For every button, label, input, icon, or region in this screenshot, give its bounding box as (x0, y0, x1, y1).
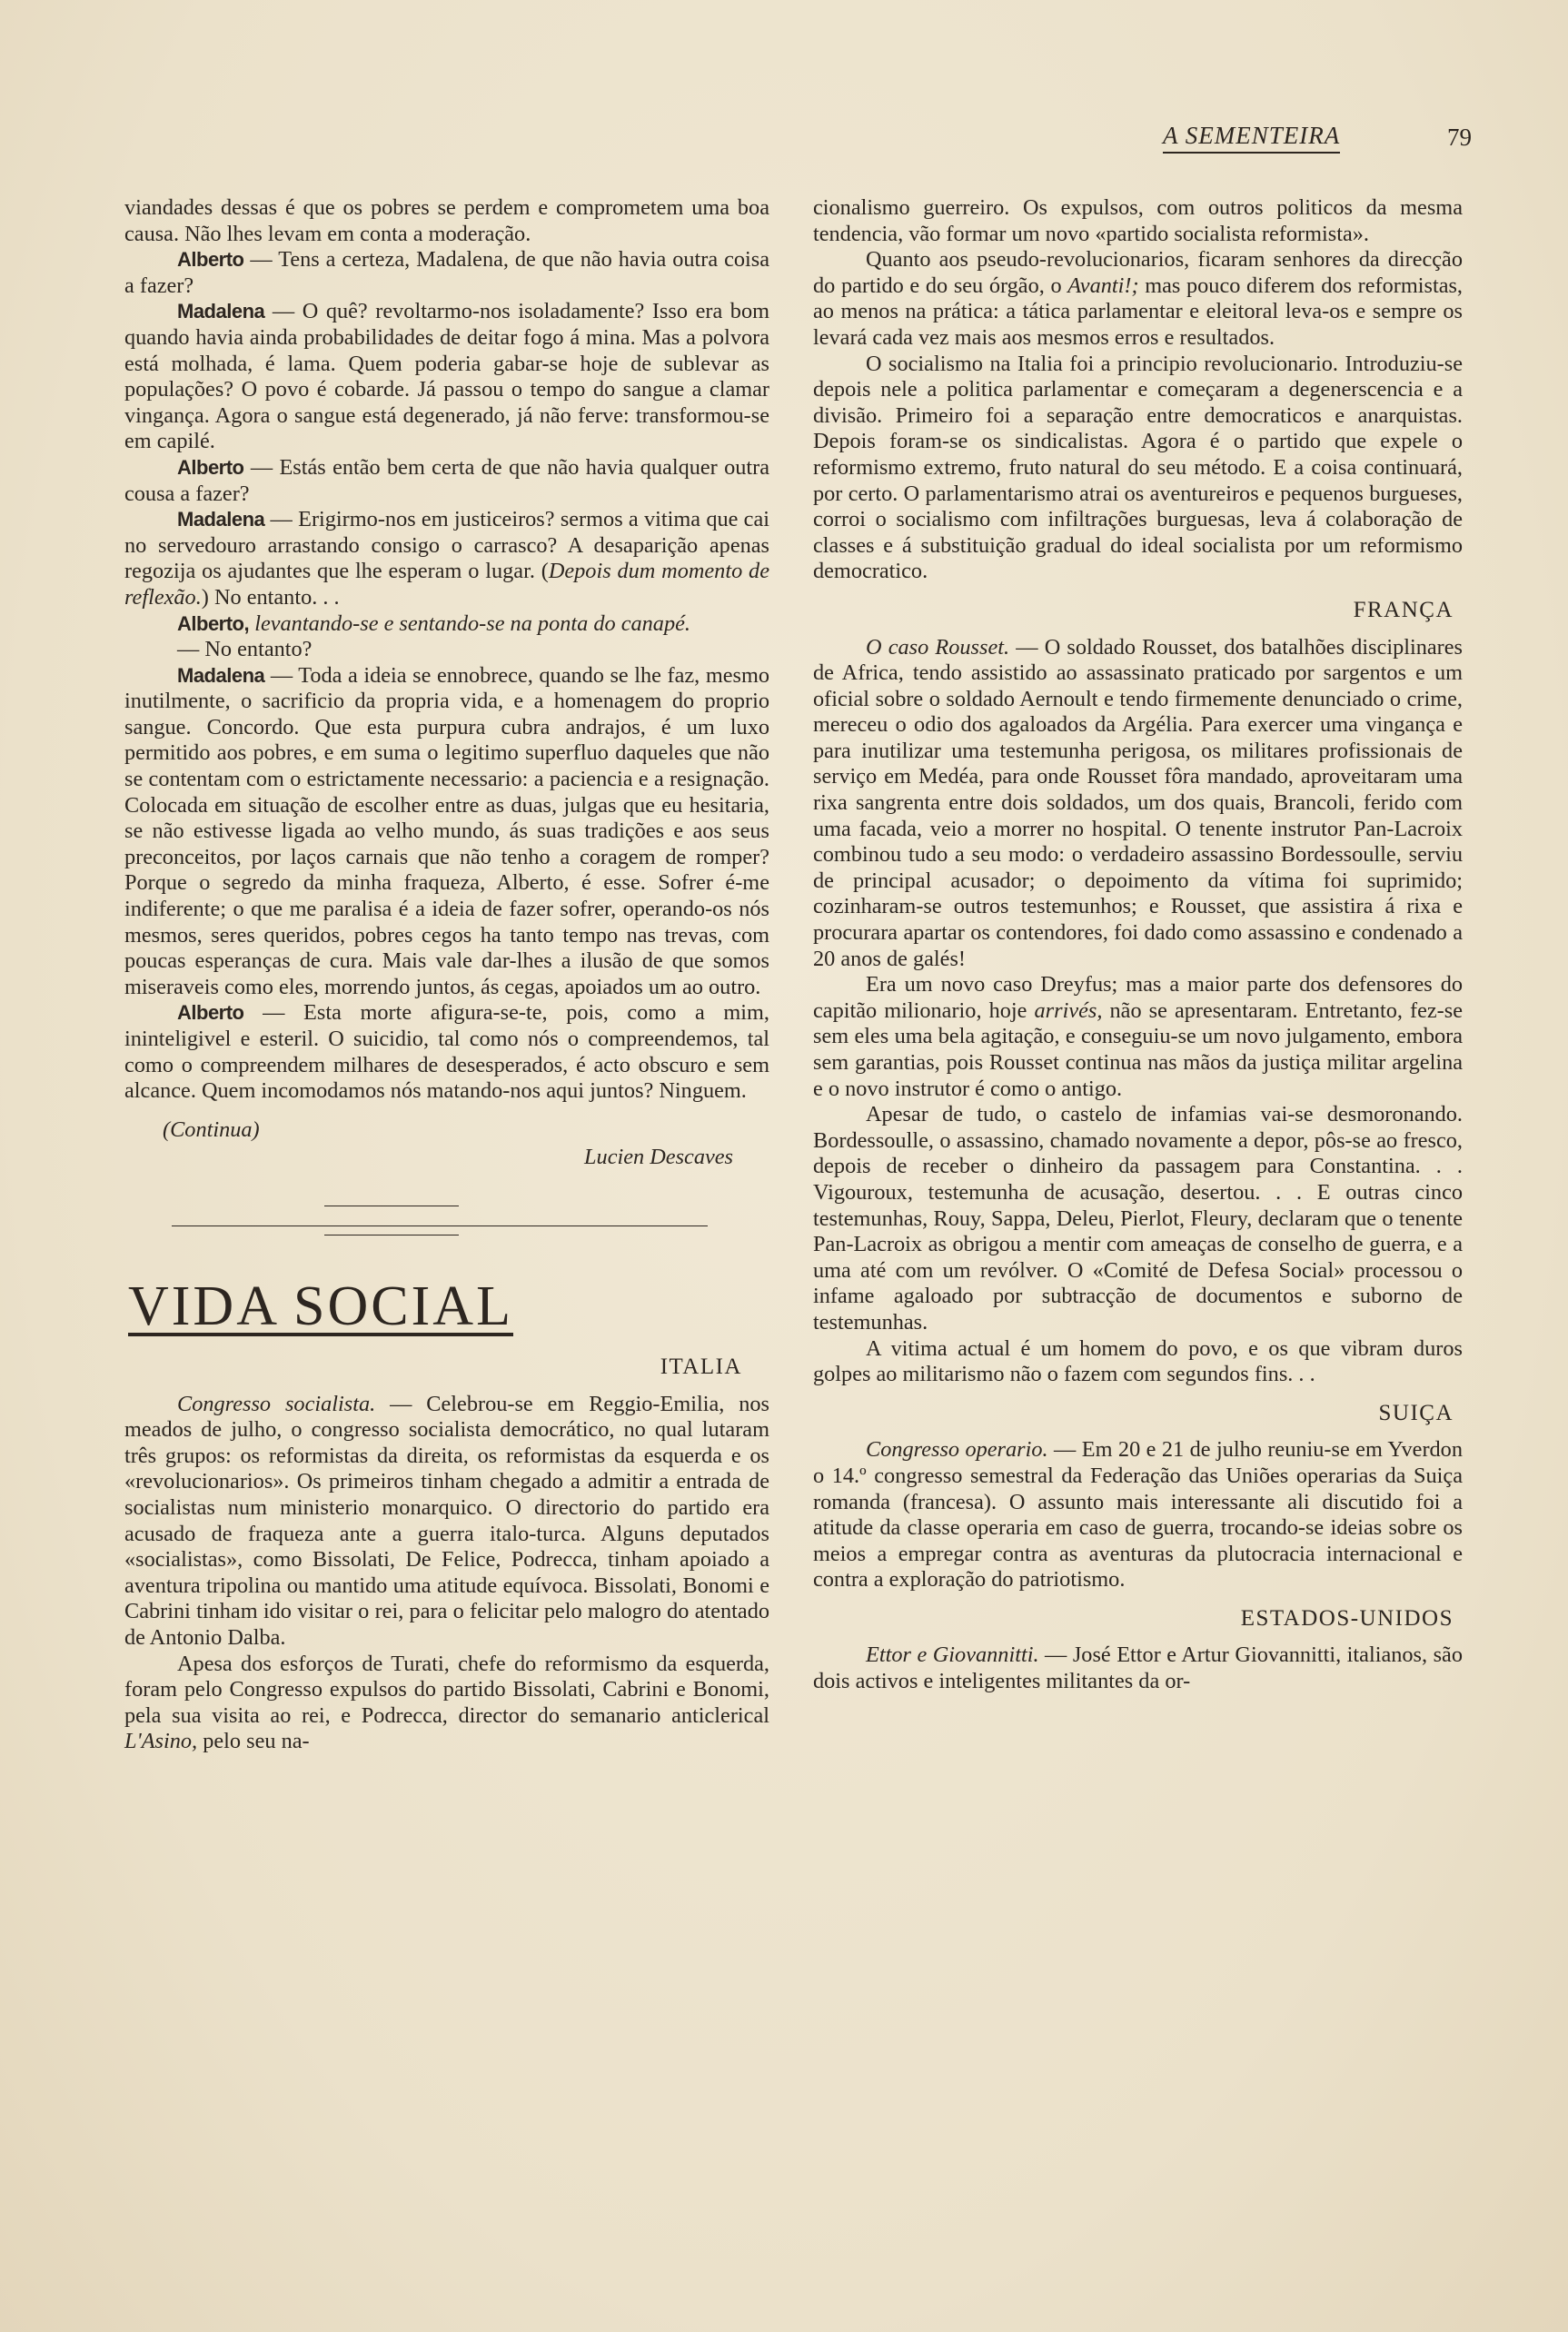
page-header (1163, 122, 1472, 158)
paragraph (813, 247, 1463, 351)
speaker-name: Madalena (177, 300, 265, 323)
dialogue-text: — No entanto? (177, 637, 313, 662)
section-divider (124, 1195, 769, 1249)
newspaper-name: L'Asino, (124, 1729, 198, 1754)
country-heading-estados-unidos: ESTADOS-UNIDOS (1240, 1605, 1454, 1631)
text: — O soldado Rousset, dos batalhões disciplinares de Africa, tendo assistido ao assassinato praticado por sargentos e um oficial sobre o soldado Aernoult e tendo firmemente denunciado o crime, mereceu o odio dos agaloados da Argélia. Para exercer uma vingança e para inutilizar uma testemunha perigosa, os militares profissionais de serviço em Medéa, para onde Rousset fôra mandado, aproveitaram uma rixa sangrenta entre dois soldados, um dos quais, Brancoli, ferido com uma facada, veio a morrer no hospital. O tenente instrutor Pan-Lacroix combinou tudo a seu modo: o verdadeiro assassino Bordessoulle, serviu de principal acusador; o depoimento da vítima foi suprimido; cozinharam-se outros testemunhos; e Rousset, que assistira á rixa e procurara apartar os contendores, foi dado como assassino e condenado a 20 anos de galés! (813, 634, 1463, 971)
country-heading-italia: ITALIA (660, 1354, 742, 1379)
stage-direction: Depois dum momento de reflexão. (124, 559, 769, 610)
dialogue-text: — O quê? revoltarmo-nos isoladamente? Isso era bom quando havia ainda probabilidades de deitar fogo á mina. Mas a polvora está molhada, é lama. Quem poderia gabar-se hoje de sublevar as populações? O povo é cobarde. Já passou o tempo do sangue a clamar vingança. Agora o sangue está degenerado, já não ferve: transformou-se em capilé. (124, 299, 769, 454)
country-heading-suica: SUIÇA (1378, 1400, 1454, 1425)
author-signature: Lucien Descaves (584, 1145, 733, 1170)
section-title-text: VIDA SOCIAL (128, 1275, 513, 1337)
text: mas pouco diferem dos reformistas, ao menos na prática: a tática parlamentar e eleitoral leva-os e sempre os levará cada vez mais aos mesmos erros e resultados. (813, 273, 1464, 350)
left-column (124, 195, 769, 1755)
text: pelo seu na- (197, 1729, 310, 1754)
text: cionalismo guerreiro. Os expulsos, com outros politicos da mesma tendencia, vão formar um novo «partido socialista reformista». (813, 195, 1463, 246)
speaker-name: Madalena (177, 663, 265, 687)
continued-note: (Continua) (163, 1116, 260, 1142)
dialogue-text: — Toda a ideia se ennobrece, quando se lhe faz, mesmo inutilmente, o sacrificio da propria vida, e a homenagem do proprio sangue. Concordo. Que esta purpura cubra andrajos, é um luxo permitido aos pobres, e em suma o legitimo superfluo daqueles que não se contentam com o estrictamente necessario: a paciencia e a resignação. Colocada em situação de escolher entre as duas, julgas que eu hesitaria, se não estivesse ligada ao velho mundo, ás suas tradições e aos seus preconceitos, por laços carnais que não tenho a coragem de romper? Porque o segredo da minha fraqueza, Alberto, é esse. Sofrer é-me indiferente; o que me paralisa é a ideia de fazer sofrer, operando-os nós mesmos, seres queridos, pobres cegos ha tanto tempo nas trevas, com poucas esperanças de cura. Mais vale dar-lhes a ilusão de que somos miseraveis como eles, morrendo juntos, ás cegas, apoiados um ao outro. (124, 662, 769, 999)
paragraph (813, 635, 1463, 973)
paragraph (124, 195, 769, 247)
dialogue-text: ) No entanto. . . (201, 584, 340, 610)
dialogue-line (124, 247, 769, 299)
dialogue-text: — Esta morte afigura-se-te, pois, como a mim, ininteligivel e esteril. O suicidio, tal como nós o compreendemos, tal como o compreendem milhares de desesperados, é acto obscuro e sem alcance. Quem incomodamos nós matando-nos aqui juntos? Ninguem. (124, 1000, 769, 1104)
paragraph (813, 972, 1463, 1102)
speaker-name: Madalena (177, 508, 265, 531)
paragraph (813, 1437, 1463, 1593)
text: Quanto aos pseudo-revolucionarios, ficaram senhores da direcção do partido e do seu órgão, o (813, 247, 1463, 298)
speaker-name: Alberto (177, 1001, 244, 1025)
running-title: A SEMENTEIRA (1163, 122, 1340, 154)
dialogue-line (124, 455, 769, 507)
dialogue-line (124, 299, 769, 455)
paragraph (813, 1336, 1463, 1388)
paragraph (124, 1652, 769, 1755)
text: Apesa dos esforços de Turati, chefe do reformismo da esquerda, foram pelo Congresso expulsos do partido Bissolati, Cabrini e Bonomi, pela sua visita ao rei, e Podrecca, director do semanario anticlerical (124, 1651, 769, 1728)
paragraph (813, 1102, 1463, 1335)
dialogue-line (124, 663, 769, 1001)
speaker-name: Alberto, (177, 611, 250, 635)
text: — Em 20 e 21 de julho reuniu-se em Yverdon o 14.º congresso semestral da Federação das Uniões operarias da Suiça romanda (francesa). O assunto mais interessante ali discutido foi a atitude da classe operaria em caso de guerra, trocando-se ideias sobre os meios a empregar contra as aventuras da plutocracia internacional e contra a exploração do patriotismo. (813, 1437, 1463, 1593)
article-title: Ettor e Giovannitti. (866, 1642, 1039, 1668)
italic-word: arrivés, (1034, 997, 1103, 1023)
dialogue-line (124, 1000, 769, 1104)
text: Apesar de tudo, o castelo de infamias vai-se desmoronando. Bordessoulle, o assassino, chamado novamente a depor, pôs-se ao fresco, depois de receber o dinheiro da passagem para Constantina. . . Vigouroux, testemunha de acusação, desertou. . . E outras cinco testemunhas, Rouy, Sappa, Deleu, Pierlot, Fleury, declaram que o tenente Pan-Lacroix as obrigou a mentir com ameaças de conselho de guerra, e a uma até com um revólver. O «Comité de Defesa Social» processou o infame agaloado por subtracção de documentos e suborno de testemunhas. (813, 1102, 1463, 1335)
article-title: Congresso operario. (866, 1437, 1048, 1463)
section-title (128, 1275, 769, 1338)
dialogue-text: — Estás então bem certa de que não havia qualquer outra cousa a fazer? (124, 454, 769, 506)
speaker-name: Alberto (177, 248, 244, 272)
newspaper-name: Avanti!; (1067, 273, 1139, 298)
dialogue-line (124, 611, 769, 638)
paragraph (813, 195, 1463, 247)
text: O socialismo na Italia foi a principio revolucionario. Introduziu-se depois nele a politica parlamentar e começaram a degenerscencia e a divisão. Primeiro foi a separação entre democraticos e anarquistas. Depois foram-se os sindicalistas. Agora é o partido que expele o reformismo extremo, fruto natural do seu método. E a coisa continuará, por certo. O parlamentarismo atrai os aventureiros e pequenos burgueses, corroi o socialismo com infiltrações burguesas, leva á colaboração de classes e á substituição gradual do ideal socialista por um reformismo democratico. (813, 351, 1463, 584)
paragraph (813, 352, 1463, 585)
country-heading-franca: FRANÇA (1353, 597, 1454, 622)
stage-direction: levantando-se e sentando-se na ponta do canapé. (249, 610, 690, 636)
dialogue-text: — Tens a certeza, Madalena, de que não havia outra coisa a fazer? (124, 247, 769, 298)
dialogue-line (124, 637, 769, 663)
text: Era um novo caso Dreyfus; mas a maior parte dos defensores do capitão milionario, hoje (813, 972, 1463, 1023)
text: viandades dessas é que os pobres se perdem e comprometem uma boa causa. Não lhes levam em conta a moderação. (124, 195, 769, 246)
paragraph (813, 1642, 1463, 1694)
right-column (813, 195, 1463, 1695)
text: — Celebrou-se em Reggio-Emilia, nos meados de julho, o congresso socialista democrático, no qual lutaram três grupos: os reformistas da direita, os reformistas da esquerda e os «revolucionarios». Os primeiros tinham chegado a admitir a entrada de socialistas num ministerio monarquico. O directorio do partido era acusado de fraqueza ante a guerra italo-turca. Alguns deputados «socialistas», como Bissolati, De Felice, Podrecca, tinham apoiado a aventura tripolina ou mantido uma atitude equívoca. Bissolati, Bonomi e Cabrini tinham ido visitar o rei, para o felicitar pelo malogro do atentado de Antonio Dalba. (124, 1391, 770, 1650)
text: — José Ettor e Artur Giovannitti, italianos, são dois activos e inteligentes militantes da or- (813, 1642, 1463, 1694)
article-title: Congresso socialista. (177, 1391, 376, 1416)
speaker-name: Alberto (177, 455, 244, 479)
page-number: 79 (1447, 124, 1472, 151)
dialogue-line (124, 507, 769, 610)
text: não se apresentaram. Entretanto, fez-se sem eles uma bela agitação, e conseguiu-se um novo julgamento, embora sem garantias, pois Rousset continua nas mãos da justiça militar argelina e o novo instrutor é como o antigo. (813, 997, 1463, 1101)
dialogue-text: — Erigirmo-nos em justiceiros? sermos a vitima que cai no servedouro arrastando consigo o carrasco? A desaparição apenas regozija os ajudantes que lhe esperam o lugar. ( (124, 507, 769, 584)
article-title: O caso Rousset. (866, 634, 1010, 660)
text: A vitima actual é um homem do povo, e os que vibram duros golpes ao militarismo não o fazem com segundos fins. . . (813, 1335, 1463, 1387)
paragraph (124, 1392, 769, 1652)
